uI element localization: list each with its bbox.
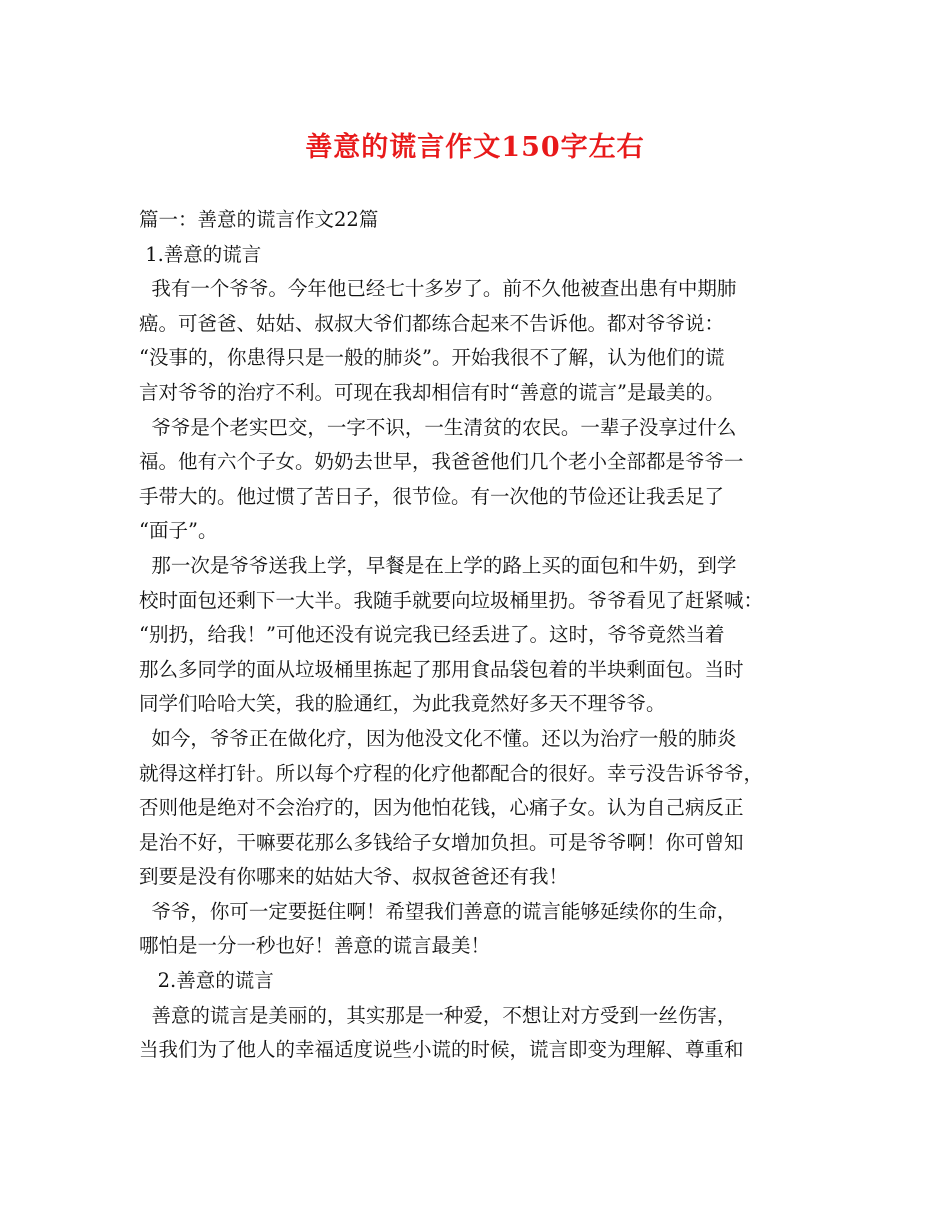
section-heading: 篇一：善意的谎言作文22篇 <box>139 208 379 231</box>
paragraph-line: “没事的，你患得只是一般的肺炎”。开始我很不了解，认为他们的谎 <box>139 346 725 370</box>
paragraph-line: 同学们哈哈大笑，我的脸通红，为此我竟然好多天不理爷爷。 <box>139 692 666 716</box>
paragraph-line: 校时面包还剩下一大半。我随手就要向垃圾桶里扔。爷爷看见了赶紧喊： <box>139 588 764 612</box>
paragraph-line: “别扔，给我！”可他还没有说完我已经丢进了。这时，爷爷竟然当着 <box>139 623 725 647</box>
paragraph-line: 是治不好，干嘛要花那么多钱给子女增加负担。可是爷爷啊！你可曾知 <box>139 830 744 854</box>
paragraph-line: 哪怕是一分一秒也好！善意的谎言最美！ <box>139 934 491 958</box>
document-body <box>139 203 819 1068</box>
paragraph-line: 那么多同学的面从垃圾桶里拣起了那用食品袋包着的半块剩面包。当时 <box>139 657 744 681</box>
paragraph-line: 如今，爷爷正在做化疗，因为他没文化不懂。还以为治疗一般的肺炎 <box>139 726 737 750</box>
paragraph-line: 那一次是爷爷送我上学，早餐是在上学的路上买的面包和牛奶，到学 <box>139 553 737 577</box>
subsection-heading: 2.善意的谎言 <box>139 969 274 993</box>
paragraph-line: 言对爷爷的治疗不利。可现在我却相信有时“善意的谎言”是最美的。 <box>139 380 725 404</box>
document-title: 善意的谎言作文150字左右 <box>305 132 645 163</box>
paragraph-line: 爷爷，你可一定要挺住啊！希望我们善意的谎言能够延续你的生命， <box>139 899 737 923</box>
paragraph-line: 手带大的。他过惯了苦日子，很节俭。有一次他的节俭还让我丢足了 <box>139 484 725 508</box>
paragraph-line: 就得这样打针。所以每个疗程的化疗他都配合的很好。幸亏没告诉爷爷， <box>139 761 764 785</box>
paragraph-line: 癌。可爸爸、姑姑、叔叔大爷们都练合起来不告诉他。都对爷爷说： <box>139 311 725 335</box>
paragraph-line: 爷爷是个老实巴交，一字不识，一生清贫的农民。一辈子没享过什么 <box>139 415 737 439</box>
paragraph-line: 我有一个爷爷。今年他已经七十多岁了。前不久他被查出患有中期肺 <box>139 277 737 301</box>
subsection-heading: 1.善意的谎言 <box>139 242 262 266</box>
paragraph-line: 当我们为了他人的幸福适度说些小谎的时候，谎言即变为理解、尊重和 <box>139 1038 744 1062</box>
paragraph-line: 善意的谎言是美丽的，其实那是一种爱，不想让对方受到一丝伤害， <box>139 1003 737 1027</box>
paragraph-line: 福。他有六个子女。奶奶去世早，我爸爸他们几个老小全部都是爷爷一 <box>139 450 744 474</box>
paragraph-line: “面子”。 <box>139 519 218 543</box>
paragraph-line: 到要是没有你哪来的姑姑大爷、叔叔爸爸还有我！ <box>139 865 569 889</box>
paragraph-line: 否则他是绝对不会治疗的，因为他怕花钱，心痛子女。认为自己病反正 <box>139 796 744 820</box>
